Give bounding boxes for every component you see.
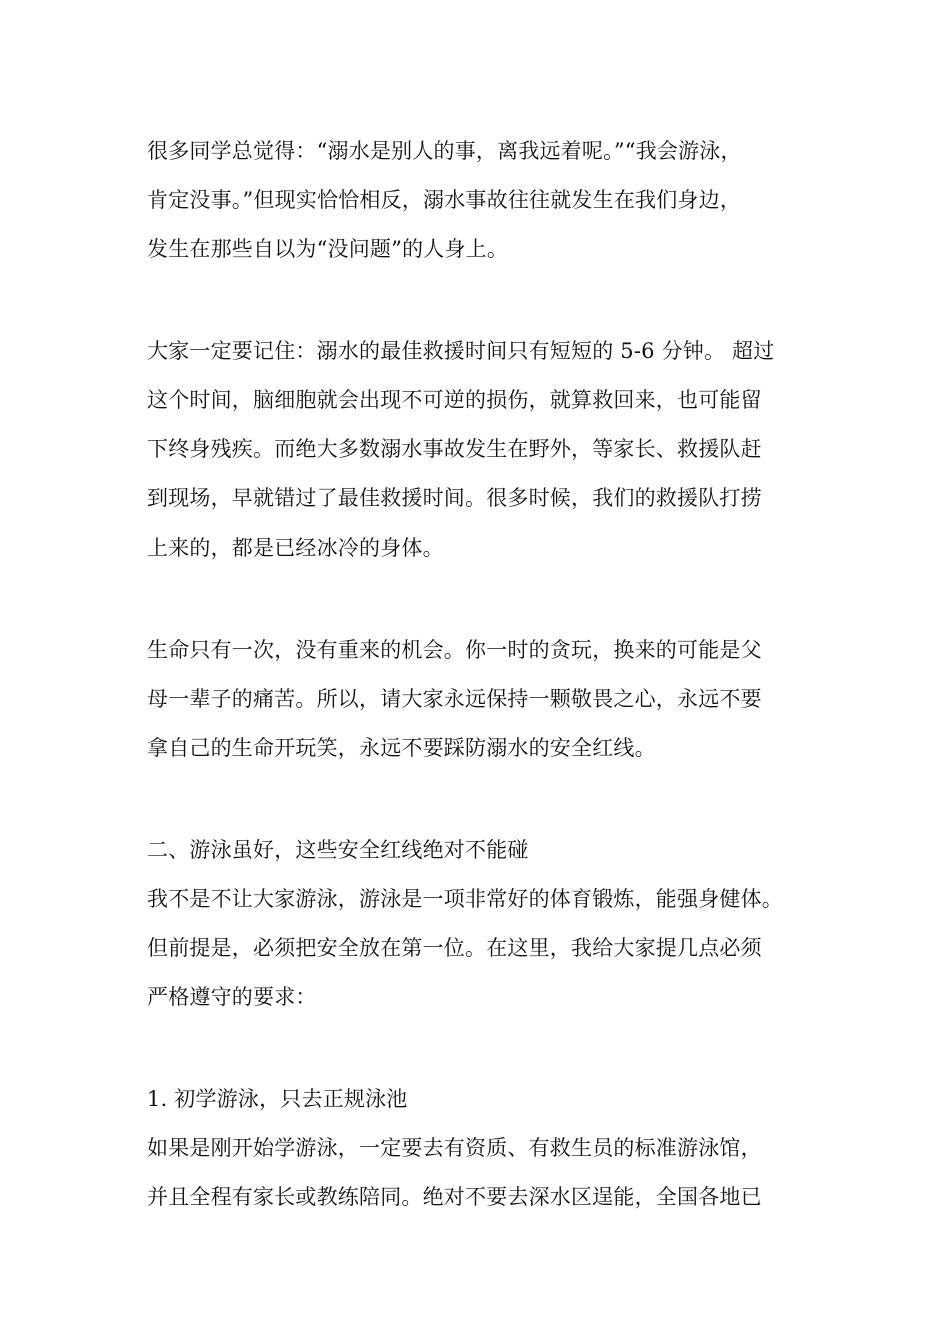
text-line: 拿自己的生命开玩笑，永远不要踩防溺水的安全红线。 [147, 736, 656, 760]
text-line: 生命只有一次，没有重来的机会。你一时的贪玩，换来的可能是父 [147, 638, 762, 662]
text-line: 这个时间，脑细胞就会出现不可逆的损伤，就算救回来，也可能留 [147, 388, 762, 412]
text-line: 并且全程有家长或教练陪同。绝对不要去深水区逞能，全国各地已 [147, 1185, 762, 1209]
text-line: 大家一定要记住：溺水的最佳救援时间只有短短的 5-6 分钟。 超过 [147, 339, 775, 363]
text-line: 严格遵守的要求： [147, 985, 317, 1009]
text-line: 但前提是，必须把安全放在第一位。在这里，我给大家提几点必须 [147, 936, 762, 960]
text-line: 下终身残疾。而绝大多数溺水事故发生在野外，等家长、救援队赶 [147, 437, 762, 461]
text-line: 很多同学总觉得：“溺水是别人的事，离我远着呢。”“我会游泳， [147, 139, 742, 163]
text-line: 肯定没事。”但现实恰恰相反，溺水事故往往就发生在我们身边， [147, 188, 742, 212]
text-line: 我不是不让大家游泳，游泳是一项非常好的体育锻炼，能强身健体。 [147, 887, 783, 911]
text-line: 上来的，都是已经冰冷的身体。 [147, 536, 444, 560]
text-line: 发生在那些自以为“没问题”的人身上。 [147, 237, 509, 261]
text-line: 如果是刚开始学游泳，一定要去有资质、有救生员的标准游泳馆， [147, 1136, 762, 1160]
section-heading: 二、游泳虽好，这些安全红线绝对不能碰 [147, 838, 529, 862]
text-line: 到现场，早就错过了最佳救援时间。很多时候，我们的救援队打捞 [147, 486, 762, 510]
subsection-heading: 1. 初学游泳，只去正规泳池 [147, 1087, 408, 1111]
text-line: 母一辈子的痛苦。所以，请大家永远保持一颗敬畏之心，永远不要 [147, 687, 762, 711]
